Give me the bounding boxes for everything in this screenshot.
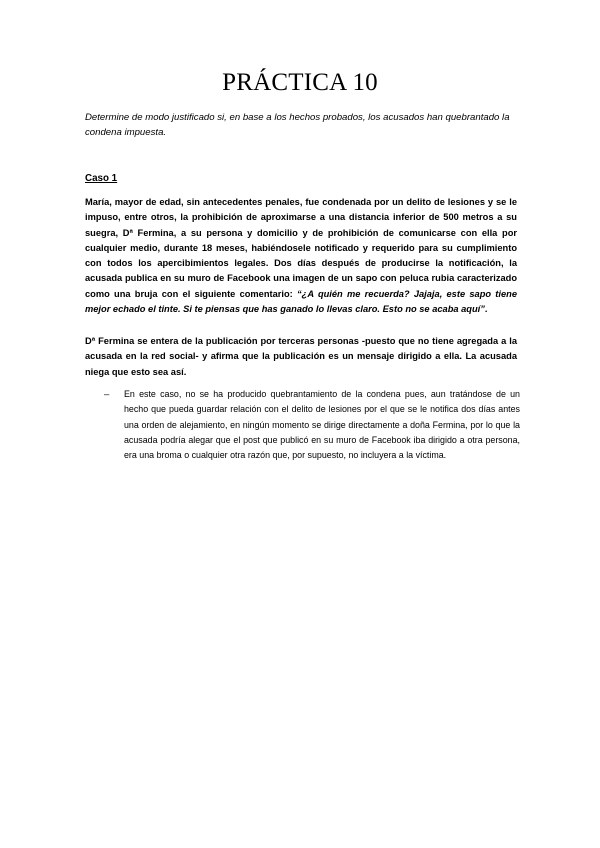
case-heading: Caso 1 (85, 173, 118, 184)
facebook-quote: “¿A quién me recuerda? Jajaja, este sapo tiene mejor echado el tinte. Si te piensas que has ganado lo llevas claro. Esto no se acaba aquí” (85, 288, 517, 315)
victim-paragraph: Dª Fermina se entera de la publicación por terceras personas -puesto que no tiene agregada a la acusada en la red social- y afirma que la publicación es un mensaje dirigido a ella. La acusada niega que esto sea así. (85, 336, 517, 377)
exercise-instructions: Determine de modo justificado si, en base a los hechos probados, los acusados han quebrantado la condena impuesta. (85, 112, 510, 138)
dash-bullet-icon: – (104, 389, 110, 400)
answer-text: En este caso, no se ha producido quebrantamiento de la condena pues, aun tratándose de un hecho que pueda guardar relación con el delito de lesiones por el que se le notifica dos días antes una orden de alejamiento, en ningún momento se dirige directamente a doña Fermina, por lo que la acusada podría alegar que el post que publicó en su muro de Facebook iba dirigido a otra persona, era una broma o cualquier otra razón que, por supuesto, no incluyera a la víctima. (124, 389, 520, 461)
page-title: PRÁCTICA 10 (222, 69, 378, 96)
case-facts-end: . (484, 304, 488, 315)
case-facts-paragraph (85, 195, 517, 317)
case-facts-text: María, mayor de edad, sin antecedentes penales, fue condenada por un delito de lesiones y se le impuso, entre otros, la prohibición de aproximarse a una distancia inferior de 500 metros a su suegra, Dª Fermina, a su persona y domicilio y de prohibición de comunicarse con ella por cualquier medio, durante 18 meses, habiéndosele notificado y requerido para su cumplimiento con todos los apercibimientos legales. Dos días después de producirse la notificación, la acusada publica en su muro de Facebook una imagen de un sapo con peluca rubia caracterizado como una bruja con el siguiente comentario: (85, 197, 517, 299)
